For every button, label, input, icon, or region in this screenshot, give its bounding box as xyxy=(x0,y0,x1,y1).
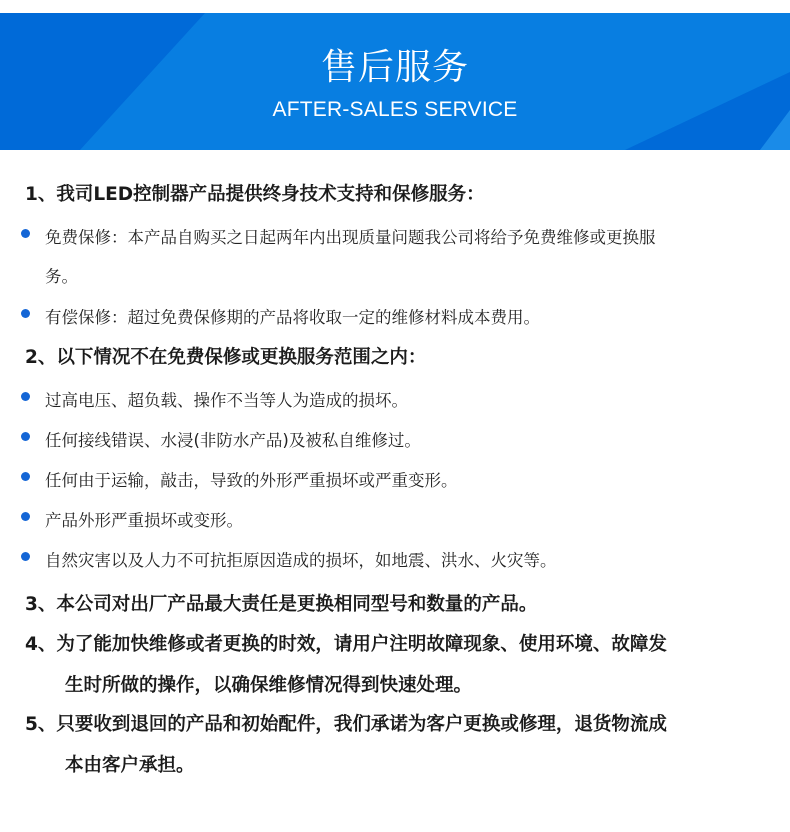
bullet-icon xyxy=(21,432,30,441)
section-heading-1: 1、我司LED控制器产品提供终身技术支持和保修服务： xyxy=(25,184,485,205)
bullet-icon xyxy=(21,552,30,561)
page-subtitle: AFTER-SALES SERVICE xyxy=(272,98,518,121)
bullet-icon xyxy=(21,472,30,481)
section-heading-5: 5、只要收到退回的产品和初始配件，我们承诺为客户更换或修理，退货物流成 xyxy=(25,714,667,735)
list-item-exclusion: 任何接线错误、水浸(非防水产品)及被私自维修过。 xyxy=(45,431,421,450)
section-heading-2: 2、以下情况不在免费保修或更换服务范围之内： xyxy=(25,347,427,368)
page-title: 售后服务 xyxy=(320,47,469,88)
list-item-paid-warranty: 有偿保修：超过免费保修期的产品将收取一定的维修材料成本费用。 xyxy=(45,308,540,327)
header-banner xyxy=(0,13,790,150)
list-item-exclusion: 自然灾害以及人力不可抗拒原因造成的损坏，如地震、洪水、火灾等。 xyxy=(45,551,557,570)
list-item-exclusion: 产品外形严重损坏或变形。 xyxy=(45,511,243,530)
section-heading-4-cont: 生时所做的操作，以确保维修情况得到快速处理。 xyxy=(65,675,473,696)
list-item-free-warranty-cont: 务。 xyxy=(45,267,78,286)
section-heading-4: 4、为了能加快维修或者更换的时效，请用户注明故障现象、使用环境、故障发 xyxy=(25,634,667,655)
bullet-icon xyxy=(21,309,30,318)
bullet-icon xyxy=(21,229,30,238)
list-item-exclusion: 任何由于运输，敲击，导致的外形严重损坏或严重变形。 xyxy=(45,471,458,490)
list-item-free-warranty: 免费保修：本产品自购买之日起两年内出现质量问题我公司将给予免费维修或更换服 xyxy=(45,228,656,247)
bullet-icon xyxy=(21,512,30,521)
section-heading-5-cont: 本由客户承担。 xyxy=(65,755,195,776)
bullet-icon xyxy=(21,392,30,401)
section-heading-3: 3、本公司对出厂产品最大责任是更换相同型号和数量的产品。 xyxy=(25,594,538,615)
list-item-exclusion: 过高电压、超负载、操作不当等人为造成的损坏。 xyxy=(45,391,408,410)
